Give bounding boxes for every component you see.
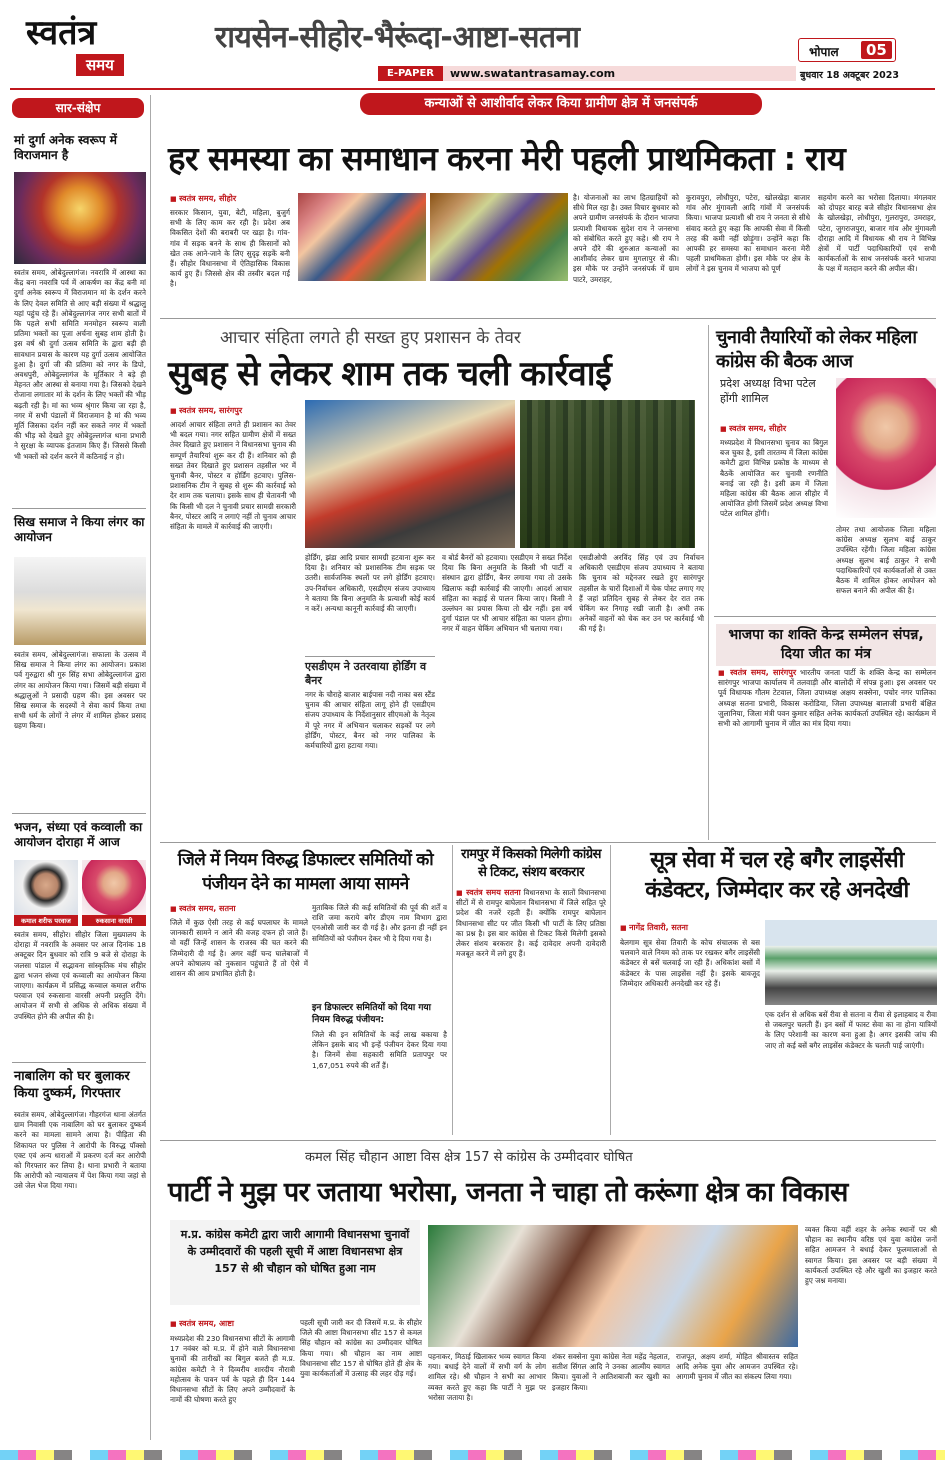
story-bjp-byline: ■ स्वतंत्र समय, सारंगपुर [718, 668, 796, 677]
story-action-col2b: नगर के चौराहे बाजार बाईपास नदी नाका बस स्टैंड चुनाव की आचार संहिता लागू होने ही एसडीएम संजय उपाध्याय के निर्देशानुसार सीएमओ के नेतृत्व में पूरे नगर में अभियान चलाकर सड़कों पर लगे होर्डिंग, पोस्टर, बैनर को नगर पालिका के कर्मचारियों द्वारा हटाया गया। [305, 690, 435, 751]
story-rampur-byline: ■ स्वतंत्र समय सतना [456, 888, 521, 897]
issue-date: बुधवार 18 अक्टूबर 2023 [800, 70, 900, 81]
top-story-col1: सरकार किसान, युवा, बेटी, महिला, बुजुर्ग सभी के लिए काम कर रही है। प्रदेश अब विकसित देशों की बराबरी पर खड़ा है। गांव-गांव में सड़क बनने के साथ ही किसानों को खेत तक आने-जाने के लिए सुदृढ़ सड़कें बनी हैं। सीहोर विधानसभा में ऐतिहासिक विकास कार्य हुए हैं। जिससे क्षेत्र की तस्वीर बदल गई है। [170, 208, 290, 289]
sidebar-item-body: स्वतंत्र समय, ओबेदुल्लागंज। नवरात्रि में आस्था का केंद्र बना नवरात्रि पर्व में आकर्षण का केंद्र बनी मां दुर्गा अनेक स्वरूप में विराजमान मां के दर्शन करने के लिए देवल समिति से आए बड़ी संख्या में श्रद्धालु यहां पहुंच रहे हैं। ओबेदुल्लागंज नगर सभी बातों में कि पहले सभी समिति मनमोहन स्वरूप वाली प्रतिमा भक्तों का पूजा अर्चना सुबह शाम होती है। इस वर्ष श्री दुर्गा उत्सव समिति के द्वारा बड़ी ही सावधान प्रयास के कारण यह दुर्गा उत्सव आयोजित हुआ है। दुर्गा जी की प्रतिमा को नगर के डिपो, अवधपुरी, ओबेदुल्लागंज के मूर्तिकार ने बड़े ही मेहनत और आस्था से बनाया गया है। जिसको देखने रोजाना लगातार मां के दर्शन के लिए भक्तों की भीड़ बढ़ती रही है। मां का भव्य श्रृंगार किया जा रहा है, नगर में सभी पंडालों में विराजमान है मां की भव्य मूर्ति जिसका दर्शन नहीं कर सकते नगर में भक्तों की भीड़ को देखते हुए ओबेदुल्लागंज थाना प्रभारी ने सुरक्षा के व्यापक इंतजाम किए हैं। जिससे किसी भी भक्तों को दर्शन करने में कठिनाई न हो। [14, 268, 146, 461]
story-rampur-headline: रामपुर में किसको मिलेगी कांग्रेस से टिकट, संशय बरकरार [461, 847, 601, 880]
story-chauhan-col1: मध्यप्रदेश की 230 विधानसभा सीटों के आगामी 17 नवंबर को म.प्र. में होने वाले विधानसभा चुनावों की तारीखों का बिगुल बजते ही म.प्र. कांग्रेस कमेटी ने ने दिव्यरीय शारदीय नौरात्री महोत्सव के पावन पर्व के पहले ही दिन 144 विधानसभा सीटों के लिए अपने उम्मीदवारों के नामों की घोषणा करते हुए [170, 1334, 295, 1405]
row-rule [160, 842, 936, 843]
story-chauhan-col5: राजपूत, अक्षय शर्मा, मोहित श्रीवास्तव सहित आदि अनेक युवा और आमजन उपस्थित रहे। आगामी चुनाव में जीत का संकल्प लिया गया। [676, 1352, 798, 1382]
chauhan-photo [428, 1225, 798, 1347]
logo [26, 14, 156, 84]
top-story-col2: है। योजनाओं का लाभ हितग्राहियों को सीधे मिल रहा है। उक्त विचार बुधवार को अपने ग्रामीण जनसंपर्क के दौरान भाजपा प्रत्याशी विधायक सुदेश राय ने जनसभा को संबोधित करते हुए कहे। श्री राय ने अपने दौरे की शुरुआत कन्याओं का आशीर्वाद लेकर ग्राम मुगलापुर से की। इस मौके पर उन्होंने जनसंपर्क में ग्राम पाटरे, उमराहर, [573, 193, 679, 284]
story-chauhan-box: म.प्र. कांग्रेस कमेटी द्वारा जारी आगामी विधानसभा चुनावों के उम्मीदवारों की पहली सूची में आष्टा विधानसभा क्षेत्र 157 से श्री चौहान को घोषित हुआ नाम [170, 1220, 420, 1305]
registration-strip [0, 1450, 945, 1460]
logo-top-text: स्वतंत्र [26, 13, 97, 53]
sidebar-item-body: स्वतंत्र समय, ओबेदुल्लागंज। सफाला के उत्सव में सिख समाज ने किया लंगर का आयोजन। प्रकाश पर्व गुरुद्वारा श्री गुरु सिंह सभा ओबेदुल्लागंज द्वारा लंगर का आयोजन किया गया। जिसमें बड़ी संख्या में श्रद्धालुओं ने प्रसादी ग्रहण की। इस अवसर पर सिख समाज के सदस्यों ने सेवा कार्य किया तथा सभी धर्म के लोगों ने लंगर में शामिल होकर प्रसाद ग्रहण किया। [14, 650, 146, 731]
sidebar-item-headline: नाबालिग को घर बुलाकर किया दुष्कर्म, गिरफ्तार [14, 1069, 130, 1101]
story-action-col2: होर्डिंग, झंडा आदि प्रचार सामग्री हटवाना शुरू कर दिया है। शनिवार को प्रशासनिक टीम सड़क पर उतरी। सार्वजनिक स्थलों पर लगे होर्डिंग हटवाए। उप-निर्वाचन अधिकारी, एसडीएम संजय उपाध्याय ने बताया कि बिना अनुमति के प्रत्याशी कोई कार्य न करें। अन्यथा कानूनी कार्रवाई की जाएगी। [305, 553, 435, 614]
row-rule [160, 1140, 936, 1141]
story-defaulter-col2: मुताबिक जिले की कई समितियों की पूर्व की शर्तें व राशि जमा कराये बगैर डीएम नाम विभाग द्वारा एनओसी जारी कर दी गई है। और इतना ही नहीं इन समितियों को पंजीयन देकर भी दे दिया गया है। [312, 903, 447, 943]
story-action-photo-1 [305, 400, 515, 548]
sidebar-rule [12, 813, 146, 814]
story-defaulter-col2b: जिले की इन समितियों के कई लाख बकाया है लेकिन इसके बाद भी इन्हें पंजीयन देकर दिया गया है। जिनमें सेवा सहकारी समिति प्रतापपुर पर 1,67,051 रुपये की शर्तें हैं। [312, 1030, 447, 1070]
story-action-headline: सुबह से लेकर शाम तक चली कार्रवाई [168, 354, 612, 394]
top-story-rule [160, 318, 936, 319]
story-mahila-body: मध्यप्रदेश में विधानसभा चुनाव का बिगुल बज चुका है, इसी तारतम्य में जिला कांग्रेस कमेटी द्वारा विभिन्न प्रकोष्ठ के माध्यम से बैठकें आयोजित कर चुनावी रणनीति बनाई जा रही है। इसी क्रम में जिला महिला कांग्रेस की बैठक आज सीहोर में आयोजित होगी जिसमें प्रदेश अध्यक्ष विभा पटेल शामिल होंगी। [720, 438, 828, 519]
sidebar-item-body: स्वतंत्र समय, ओबेदुल्लागंज। गौहरगंज थाना अंतर्गत ग्राम निवासी एक नाबालिग को घर बुलाकर दुष्कर्म करने का मामला सामने आया है। पीड़िता की शिकायत पर पुलिस ने आरोपी के विरुद्ध पॉक्सो एक्ट एवं अन्य धाराओं में प्रकरण दर्ज कर आरोपी को गिरफ्तार कर लिया है। थाना प्रभारी ने बताया कि आरोपी को न्यायालय में पेश किया गया जहां से उसे जेल भेज दिया गया। [14, 1110, 146, 1191]
durga-photo [14, 172, 146, 264]
singer-caption-left: कमाल शरीफ परवाज [14, 915, 78, 926]
top-story-kicker: कन्याओं से आशीर्वाद लेकर किया ग्रामीण क्षेत्र में जनसंपर्क [360, 93, 762, 115]
story-action-photo-2 [520, 400, 695, 548]
sidebar-item-body: स्वतंत्र समय, सीहोर। सीहोर जिला मुख्यालय के दोराहा में नवरात्रि के अवसर पर आज दिनांक 18 अक्टूबर दिन बुधवार को रात्रि 9 बजे से दोराहा के जलसा पांडाल में सद्भावना सांस्कृतिक मंच सीहोर द्वारा भजन संध्या एवं कव्वाली का आयोजन किया जाएगा। कार्यक्रम में प्रसिद्ध कव्वाल कमाल शरीफ परवाज एवं रुकसाना वारसी अपनी प्रस्तुति देंगे। आयोजन में सभी से अधिक से अधिक संख्या में उपस्थित होने की अपील की है। [14, 930, 146, 1021]
story-chauhan-col6: व्यक्त किया वहीं शहर के अनेक स्थानों पर श्री चौहान का स्थानीय वरिष्ठ एवं युवा कांग्रेस जनों सहित आमजन ने बधाई देकर फूलमालाओं से स्वागत किया। इस अवसर पर बड़ी संख्या में कार्यकर्ता उपस्थित रहे और खुशी का इजहार करते हुए जश्न मनाया। [805, 1225, 937, 1286]
page-badge [798, 38, 896, 62]
story-bus-byline: ■ नागेंद्र तिवारी, सतना [620, 922, 688, 933]
singer-caption-right: रुकसाना वारसी [82, 915, 146, 926]
story-bjp-headline: भाजपा का शक्ति केन्द्र सम्मेलन संपन्न, दिया जीत का मंत्र [716, 624, 936, 666]
story-action-byline: ■ स्वतंत्र समय, सारंगपुर [170, 405, 242, 416]
top-story-headline: हर समस्या का समाधान करना मेरी पहली प्राथमिकता : राय [168, 139, 846, 178]
story-chauhan-col4: शंकर सक्सेना युवा कांग्रेस नेता महेंद्र नेहलात, सतीश सिंगल आदि ने उनका आत्मीय स्वागत किया। युवाओं ने आतिशबाजी कर खुशी का इजहार किया। [552, 1352, 670, 1392]
story-rampur-divider [610, 845, 611, 1135]
top-story-byline: ■ स्वतंत्र समय, सीहोर [170, 193, 236, 204]
top-story-photo-2 [430, 193, 568, 281]
story-chauhan-headline: पार्टी ने मुझ पर जताया भरोसा, जनता ने चाहा तो करूंगा क्षेत्र का विकास [168, 1177, 848, 1208]
story-bus-col2: एक दर्शन से अधिक बसें रीवा से सतना व रीवा से इलाहबाद व रीवा से जबलपुर चलती हैं। इन बसों में फास्ट सेवा का ना होना यात्रियों के लिए परेशानी का कारण बना हुआ है। अगर इसकी जांच की जाए तो कई बसें बगैर लाइसेंस कंडेक्टर के चलती पाई जाएंगी। [765, 1010, 937, 1050]
vibha-patel-photo [836, 378, 936, 518]
story-bjp-text: भारतीय जनता पार्टी के शक्ति केन्द्र का सम्मेलन सारंगपुर भाजपा कार्यालय में तलवाड़ी और बालोदी में संपन्न हुआ। इस अवसर पर पूर्व विधायक गौतम टेटवाल, जिला उपाध्यक्ष अक्षय सक्सेना, पचोर नगर पालिका अध्यक्ष सतना प्रभारी, विकास करोडिया, जिला उपाध्यक्ष बालाजी प्रभारी बंक्षित जुलानिया, जिला मंत्री पवन कुमार सहित अनेक कार्यकर्ता उपस्थित रहे। कार्यक्रम में सभी को आगामी चुनाव में जीत का मंत्र दिया गया। [718, 668, 936, 729]
top-story-photo-1 [298, 193, 426, 281]
story-mahila-headline: चुनावी तैयारियों को लेकर महिला कांग्रेस की बैठक आज [716, 327, 917, 372]
story-bus-headline: सूत्र सेवा में चल रहे बगैर लाइसेंसी कंडेक्टर, जिम्मेदार कर रहे अनदेखी [645, 848, 909, 903]
sidebar-section-title: सार-संक्षेप [12, 98, 144, 118]
story-action-col4: एसडीओपी अरविंद सिंह एवं उप निर्वाचन अधिकारी एसडीएम संजय उपाध्याय ने बताया कि चुनाव को मद्देनजर रखते हुए सारंगपुर तहसील के चारों दिशाओं में चेक पोस्ट लगाए गए हैं जहां प्रतिदिन सुबह से लेकर देर रात तक चेकिंग कर निगाह रखी जाती है। अभी तक अनेकों वाहनों को चेक कर उन पर कार्रवाई भी की गई है। [579, 553, 704, 634]
city-label: भोपाल [809, 45, 839, 59]
masthead-divider [10, 88, 935, 90]
story-mahila-deck: प्रदेश अध्यक्ष विभा पटेल होंगी शामिल [720, 377, 816, 405]
story-chauhan-byline: ■ स्वतंत्र समय, आष्टा [170, 1318, 234, 1329]
story-action-kicker: आचार संहिता लगते ही सख्त हुए प्रशासन के तेवर [220, 328, 521, 348]
epaper-label: E-PAPER [378, 66, 443, 81]
story-rampur-text: विधानसभा के सातों विधानसभा सीटों में से रामपुर बाघेलान विधानसभा में जिले सहित पूरे प्रदेश की नजरें रहती हैं। क्योंकि रामपुर बाघेलान विधानसभा सीट पर जीत किसी भी पार्टी के लिए प्रतिष्ठा का प्रश्न है। इस बार कांग्रेस से टिकट किसे मिलेगी इसको लेकर संशय बरकरार है। कई दावेदार अपनी दावेदारी मजबूत करने में लगे हुए हैं। [456, 888, 606, 959]
gurudwara-photo [14, 557, 146, 645]
sidebar-item-headline: भजन, संध्या एवं कव्वाली का आयोजन दोराहा में आज [14, 820, 143, 849]
edition-title: रायसेन-सीहोर-भैरूंदा-आष्टा-सतना [215, 20, 580, 55]
story-mahila-rule [714, 616, 936, 617]
story-action-col3: व बोर्ड बैनरों को हटवाया। एसडीएम ने सख्त निर्देश दिया कि बिना अनुमति के किसी भी पार्टी व संस्थान द्वारा होर्डिंग, बैनर लगाया गया तो उसके खिलाफ कड़ी कार्रवाई की जाएगी। आदर्श आचार संहिता का कड़ाई से पालन किया जाए। किसी ने उल्लंघन का प्रयास किया तो खैर नहीं। इस वर्ष दुर्गा पंडाल पर भी आचार संहिता का पालन होगा। नगर में वाहन चेकिंग अभियान भी चलाया गया। [442, 553, 572, 634]
sidebar-divider [150, 95, 151, 1440]
website-link[interactable]: www.swatantrasamay.com [450, 67, 616, 80]
page-number: 05 [861, 41, 892, 59]
story-action-subhead: एसडीएम ने उतरवाया होर्डिंग व बैनर [305, 656, 435, 688]
sidebar-rule [12, 508, 146, 509]
sidebar-item-headline: मां दुर्गा अनेक स्वरूप में विराजमान है [14, 133, 117, 162]
logo-bottom-text: समय [76, 54, 124, 76]
story-chauhan-col2: पहली सूची जारी कर दी जिसमें म.प्र. के सीहोर जिले की आष्टा विधानसभा सीट 157 से कमल सिंह चौहान को कांग्रेस का उम्मीदवार घोषित किया गया। श्री चौहान का नाम आष्टा विधानसभा सीट 157 से घोषित होते ही क्षेत्र के युवा कार्यकर्ताओं में उत्साह की लहर दौड़ गई। [300, 1318, 422, 1379]
bus-photo [765, 920, 937, 1005]
story-mahila-byline: ■ स्वतंत्र समय, सीहोर [720, 423, 786, 434]
story-defaulter-headline: जिले में नियम विरुद्ध डिफाल्टर समितियों को पंजीयन देने का मामला आया सामने [177, 850, 434, 894]
top-story-col3: कुरावपुरा, लोधीपुरा, पटेरा, खोलखेड़ा बाजार गांव और मुंगावली आदि गांवों में जनसंपर्क किया। भाजपा प्रत्याशी श्री राय ने जनता से सीधे संवाद करते हुए कहा कि आपकी सेवा में किसी तरह की कमी नहीं छोड़ूंगा। उन्होंने कहा कि आपकी हर समस्या का समाधान करना मेरी पहली प्राथमिकता होगी। इस मौके पर क्षेत्र के लोगों ने इस चुनाव में भाजपा को पूर्ण [686, 193, 810, 274]
story-action-divider [708, 325, 709, 840]
story-mahila-caption: तोमर तथा आयोजक जिला महिला कांग्रेस अध्यक्ष सुलभ बाई ठाकुर उपस्थित रहेंगी। जिला महिला कांग्रेस अध्यक्ष सुलभ बाई ठाकुर ने सभी पदाधिकारियों एवं कार्यकर्ताओं से उक्त बैठक में शामिल होकर आयोजन को सफल बनाने की अपील की है। [836, 525, 936, 596]
story-bjp-body [718, 668, 936, 836]
singer-photo-left [14, 860, 78, 926]
story-rampur-body [456, 888, 606, 1133]
story-defaulter-col1: जिले में कुछ ऐसी तरह से कई घपलाघर के मामले जानकारी सामने न आने की वजह दफन हो जाते हैं। वो वहीं जिन्हें शासन के राजस्व की चत करने की जिम्मेदारी दी गई है। अगर वहीं चन्द घालेबाजों में अपने कोषालय को नुकसान पहुंचाते हैं तो ऐसे में शासन की आय प्रभावित होती है। [170, 918, 308, 979]
top-story-col4: सहयोग करने का भरोसा दिलाया। मंगलवार को दोपहर बारह बजे सीहोर विधानसभा क्षेत्र के खोलखेड़ा, लोधीपुरा, गुलरापुरा, उमराहर, पटेरा, जुगराजपुरा, बाजार गांव और मुंगावली दौराहा आदि में विधायक श्री राय ने विभिन्न क्षेत्रों में पार्टी पदाधिकारियों एवं सभी कार्यकर्ताओं के साथ जनसंपर्क करने भाजपा के पक्ष में मतदान करने की अपील की। [818, 193, 936, 274]
sidebar-rule [12, 1062, 146, 1063]
story-bus-col1: बेलगाम सूत्र सेवा तिवारी के कोच संचालक से बस चलवाने वाले नियम को ताक पर रखकर बगैर लाइसेंसी कंडेक्टर से बसें चलवाई जा रही हैं। अधिकांश बसों में कंडेक्टर के पास लाइसेंस नहीं है। इसके बावजूद जिम्मेदार अधिकारी अनदेखी कर रहे हैं। [620, 938, 760, 988]
singer-photo-right [82, 860, 146, 926]
story-chauhan-col3: पहनाकर, मिठाई खिलाकर भव्य स्वागत किया गया। बधाई देने वालों में सभी वर्ग के लोग शामिल रहे। श्री चौहान ने सभी का आभार व्यक्त करते हुए कहा कि पार्टी ने मुझ पर भरोसा जताया है। [428, 1352, 546, 1402]
story-action-col1: आदर्श आचार संहिता लगते ही प्रशासन का तेवर भी बदल गया। नगर सहित ग्रामीण क्षेत्रों में सख्त तेवर दिखाते हुए प्रशासन ने विधानसभा चुनाव की सम्पूर्ण तैयारियां शुरू कर दी हैं। शनिवार को ही सख्त तेवर दिखाते हुए प्रशासन तहसील भर में चुनावी बैनर, पोस्टर व होर्डिंग हटवाए। पुलिस-प्रशासनिक टीम ने सुबह से शुरू की कार्रवाई को देर शाम तक चलाया। इसके साथ ही चेतावनी भी कि किसी भी दल ने चुनावी प्रचार सामग्री सरकारी बैनर, पोस्टर आदि न लगाएं नहीं तो चुनाव आचार संहिता के मामले में कार्रवाई की जाएगी। [170, 420, 296, 532]
sidebar-item-headline: सिख समाज ने किया लंगर का आयोजन [14, 515, 145, 544]
story-defaulter-divider [452, 845, 453, 1135]
story-chauhan-kicker: कमल सिंह चौहान आष्टा विस क्षेत्र 157 से कांग्रेस के उम्मीदवार घोषित [305, 1150, 633, 1165]
story-defaulter-byline: ■ स्वतंत्र समय, सतना [170, 903, 236, 914]
story-defaulter-subhead: इन डिफाल्टर समितियों को दिया गया नियम विरुद्ध पंजीयन: [312, 1003, 431, 1025]
